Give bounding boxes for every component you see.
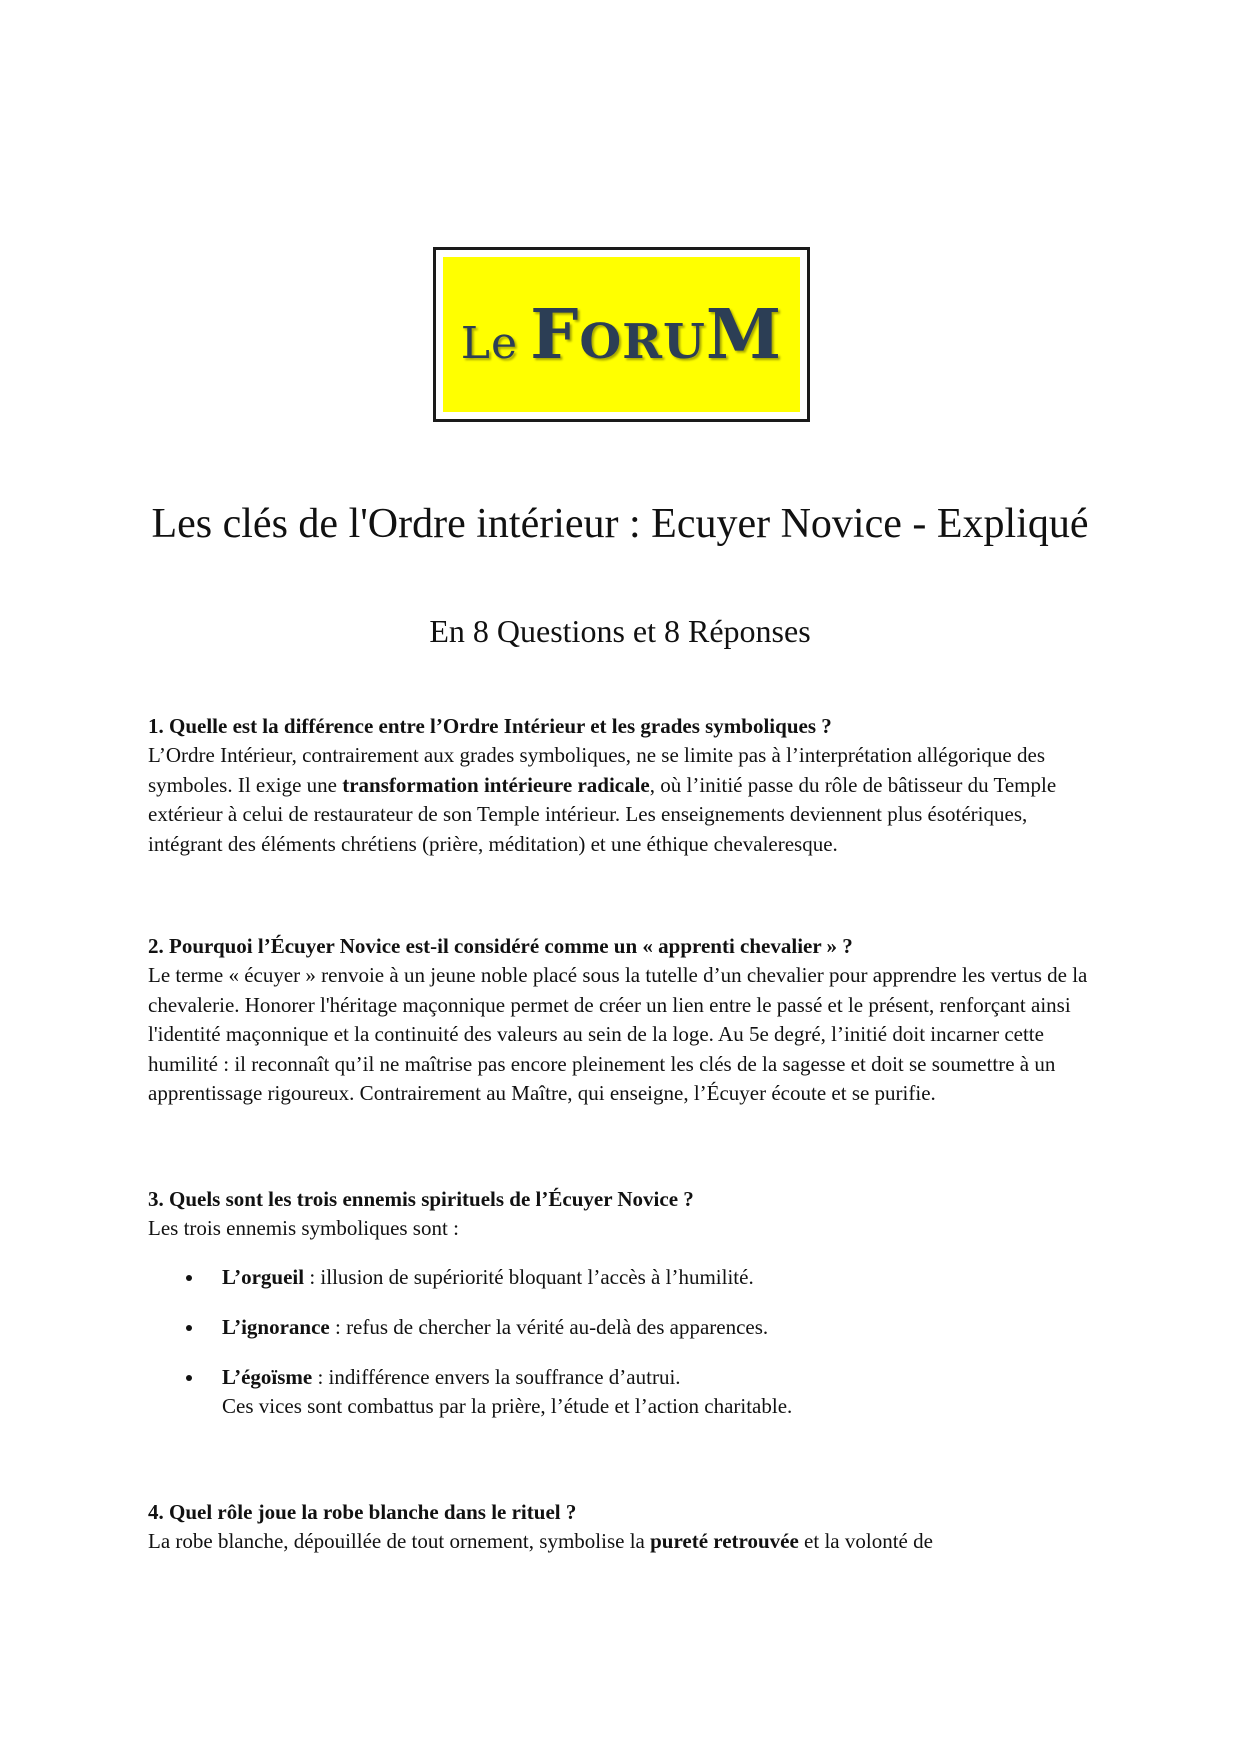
logo-wordmark [460,294,783,375]
question-4: 4. Quel rôle joue la robe blanche dans le rituel ? [148,1500,577,1524]
bullet-icon [186,1325,192,1331]
section-1 [148,712,1098,859]
question-3: 3. Quels sont les trois ennemis spirituels de l’Écuyer Novice ? [148,1186,694,1211]
forum-logo [433,247,810,422]
logo-m: M [705,294,783,375]
bullet-icon [186,1375,192,1381]
enemy-term: L’orgueil [222,1265,305,1289]
question-1: 1. Quelle est la différence entre l’Ordre Intérieur et les grades symboliques ? [148,714,832,738]
enemy-text: : illusion de supériorité bloquant l’accès à l’humilité. [304,1265,754,1289]
answer-4 [148,1527,1098,1557]
question-2: 2. Pourquoi l’Écuyer Novice est-il considéré comme un « apprenti chevalier » ? [148,934,853,958]
logo-f: F [530,294,580,375]
document-subtitle: En 8 Questions et 8 Réponses [429,613,811,649]
bullet-icon [186,1275,192,1281]
answer-2: Le terme « écuyer » renvoie à un jeune noble placé sous la tutelle d’un chevalier pour apprendre les vertus de la chevalerie. Honorer l'héritage maçonnique permet de créer un lien entre le passé et le présent, renforçant ainsi l'identité maçonnique et la continuité des valeurs au sein de la loge. Au 5e degré, l’initié doit incarner cette humilité : il reconnaît qu’il ne maîtrise pas encore pleinement les clés de la sagesse et doit se soumettre à un apprentissage rigoureux. Contrairement au Maître, qui enseigne, l’Écuyer écoute et se purifie. [148,963,1088,1105]
answer-1-part-a: L’Ordre Intérieur, contrairement aux grades symboliques, ne se limite pas à l’interprétation allégorique des symboles. Il exige une [148,743,1045,797]
logo-yellow-panel [443,257,800,412]
answer-4-part-a: La robe blanche, dépouillée de tout ornement, symbolise la [148,1529,651,1553]
answer-1-part-b: , où l’initié passe du rôle de bâtisseur du Temple extérieur à celui de restaurateur de son Temple intérieur. Les enseignements deviennent plus ésotériques, intégrant des éléments chrétiens (prière, méditation) et une éthique chevaleresque. [148,772,1057,856]
enemy-term: L’égoïsme [222,1365,313,1389]
document-body [148,712,1098,1557]
section-3-closing: Ces vices sont combattus par la prière, l’étude et l’action charitable. [222,1394,793,1418]
enemy-text: : refus de chercher la vérité au-delà des apparences. [329,1315,769,1339]
answer-4-bold: pureté retrouvée [650,1529,799,1553]
list-item [222,1363,1098,1421]
list-item [222,1313,1098,1342]
logo-oru: ORU [579,313,706,370]
answer-1 [148,741,1098,859]
answer-3-intro: Les trois ennemis symboliques sont : [148,1215,459,1240]
section-3 [148,1185,1098,1422]
answer-4-part-b: et la volonté de [798,1529,933,1553]
document-title: Les clés de l'Ordre intérieur : Ecuyer Novice - Expliqué [151,501,1089,547]
section-2 [148,932,1098,1109]
list-item [222,1263,1098,1292]
enemy-text: : indifférence envers la souffrance d’autrui. [312,1365,681,1389]
logo-le: Le [460,317,519,369]
section-4 [148,1498,1098,1557]
enemies-list [148,1263,1098,1421]
enemy-term: L’ignorance [222,1315,330,1339]
answer-1-bold: transformation intérieure radicale [342,772,650,797]
